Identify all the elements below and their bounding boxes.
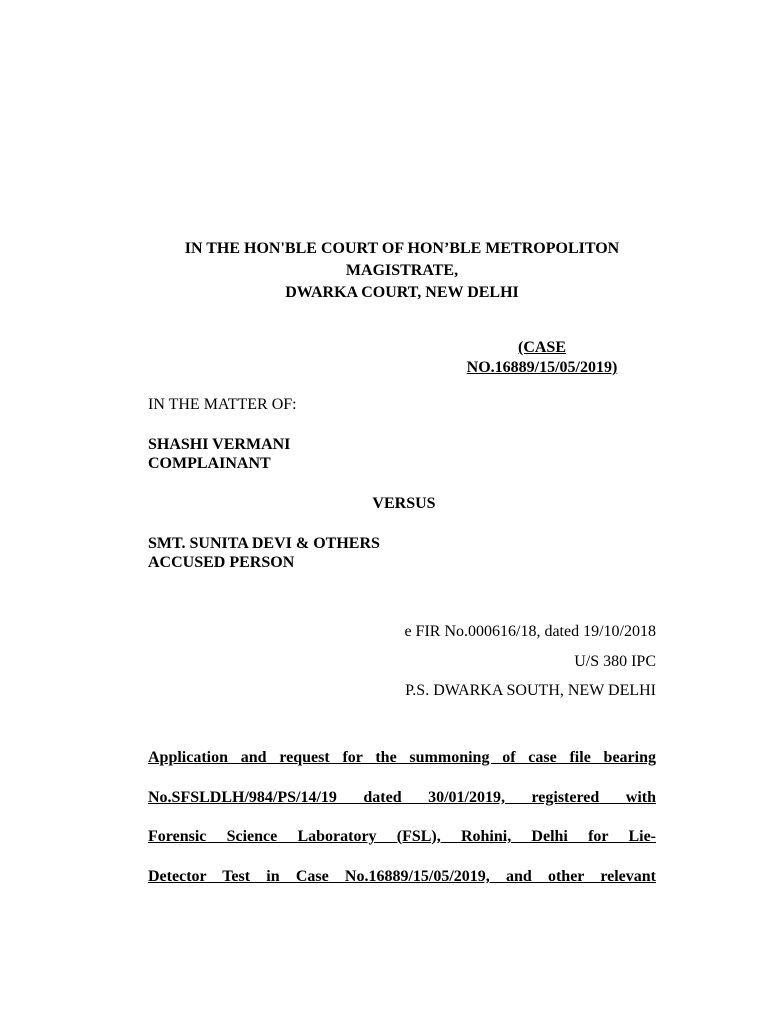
- application-line-2: No.SFSLDLH/984/PS/14/19 dated 30/01/2019, registered with: [148, 789, 656, 806]
- accused-block: [148, 534, 380, 572]
- court-heading-line-1: IN THE HON'BLE COURT OF HON’BLE METROPOLITON: [184, 240, 620, 257]
- court-heading: [148, 238, 656, 304]
- case-number-line-1: (CASE: [517, 339, 566, 356]
- court-heading-line-2: MAGISTRATE,: [345, 262, 459, 279]
- fir-section: U/S 380 IPC: [574, 653, 656, 670]
- application-line-1: Application and request for the summoning of case file bearing: [148, 749, 656, 766]
- versus-label: VERSUS: [372, 495, 436, 512]
- case-number: [440, 338, 644, 378]
- accused-name: SMT. SUNITA DEVI & OTHERS: [148, 535, 380, 552]
- fir-number: e FIR No.000616/18, dated 19/10/2018: [404, 623, 656, 640]
- matter-label: IN THE MATTER OF:: [148, 396, 297, 413]
- fir-police-station: P.S. DWARKA SOUTH, NEW DELHI: [405, 682, 656, 699]
- complainant-role: COMPLAINANT: [148, 455, 271, 472]
- application-line-4: Detector Test in Case No.16889/15/05/2019, and other relevant: [148, 868, 656, 885]
- application-line-3: Forensic Science Laboratory (FSL), Rohini, Delhi for Lie-: [148, 828, 656, 845]
- complainant-name: SHASHI VERMANI: [148, 436, 291, 453]
- case-number-line-2: NO.16889/15/05/2019): [466, 359, 618, 376]
- complainant-block: [148, 435, 290, 473]
- court-heading-line-3: DWARKA COURT, NEW DELHI: [285, 284, 519, 301]
- accused-role: ACCUSED PERSON: [148, 554, 295, 571]
